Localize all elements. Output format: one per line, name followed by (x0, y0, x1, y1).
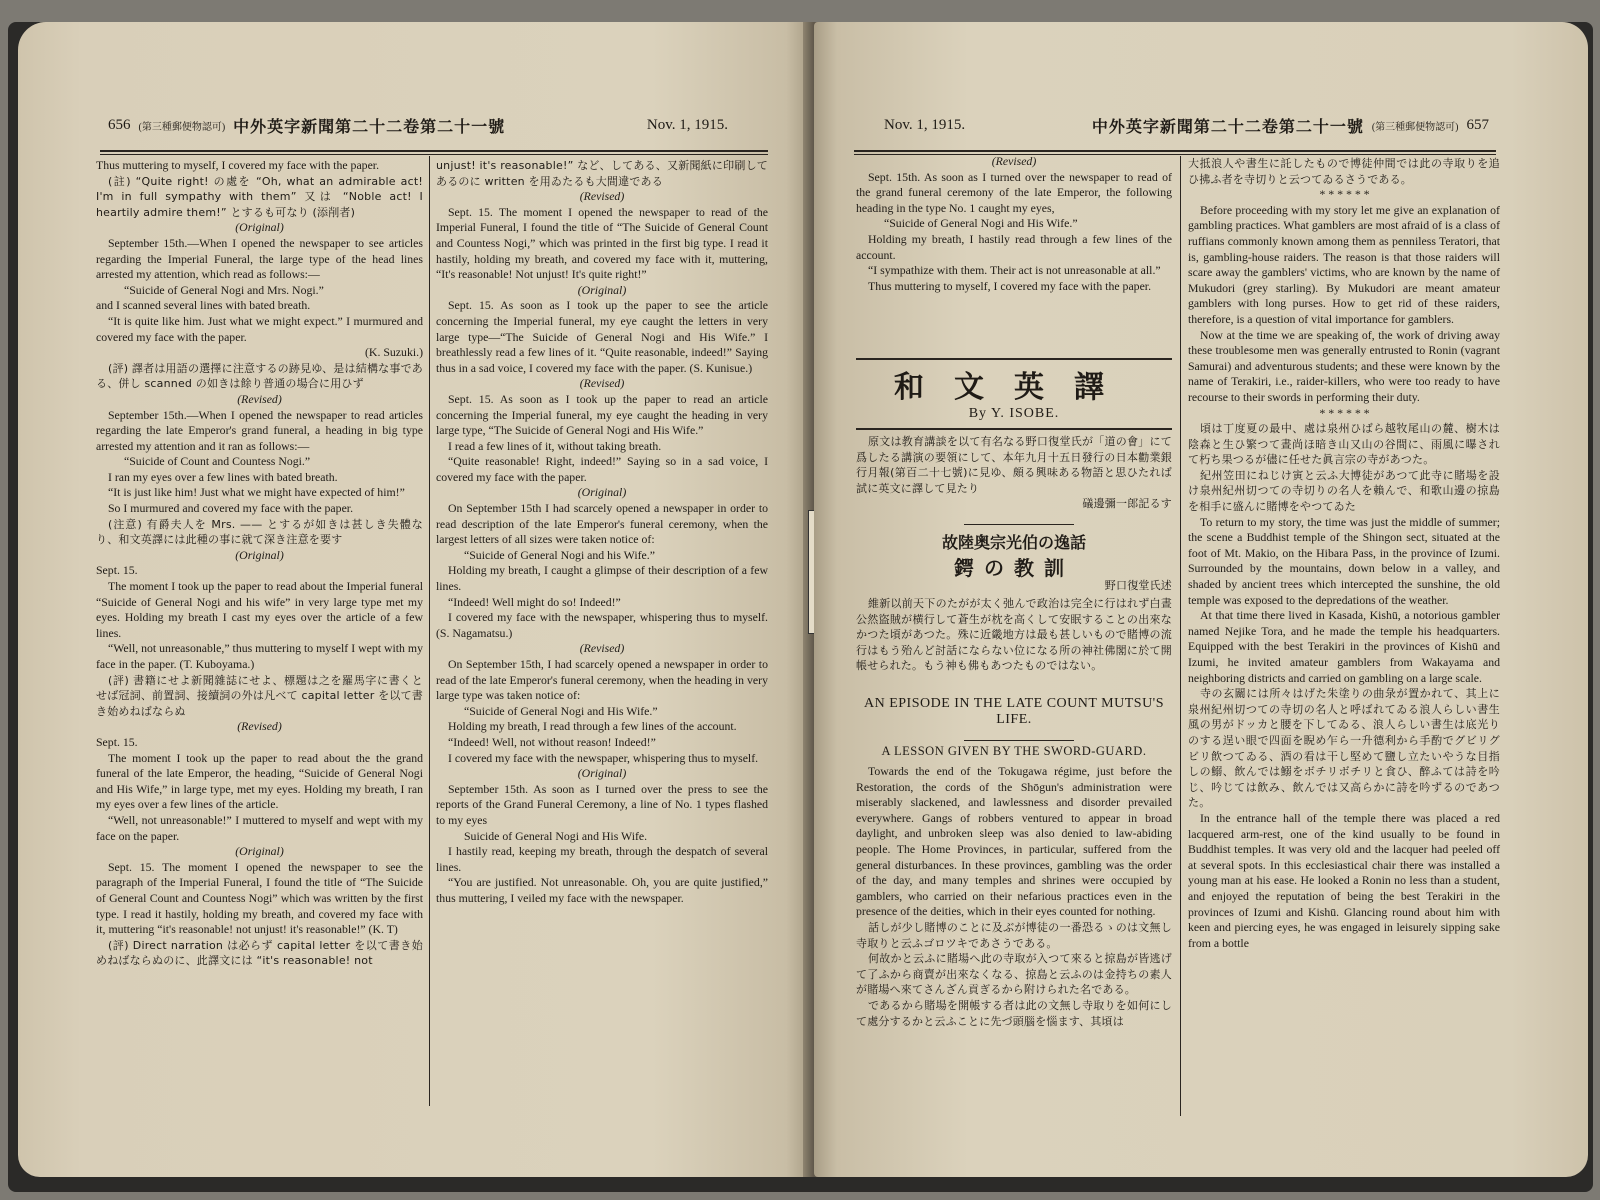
section-label: (Original) (235, 547, 284, 562)
left-header (108, 114, 728, 136)
intro-block (856, 434, 1172, 512)
section-label: (Revised) (579, 189, 625, 204)
section-label: (Original) (577, 766, 627, 781)
section-rule (856, 358, 1172, 360)
paragraph: September 15th. As soon as I turned over the press to see the reports of the Grand Funeral Ceremony, a line of No. 1 types flashed to my eyes (436, 781, 768, 827)
paragraph: “It is quite like him. Just what we might expect.” I murmured and covered my face with the paper. (96, 313, 423, 344)
paragraph: unjust! it's reasonable!” など、してある、又新聞紙に印刷してあるのに written を用ゐたるも大間違である (436, 159, 768, 188)
paragraph: Sept. 15. (96, 734, 138, 749)
paragraph: Holding my breath, I read through a few lines of the account. (448, 719, 737, 734)
paragraph: Sept. 15. As soon as I took up the paper to see the article concerning the Imperial funeral, my eye caught the letters in very large type—“The Suicide of General Nogi and His Wife.” I breathlessly read a few lines of it. “Quite reasonable, indeed!” Saying thus in a sad voice, I covered my face with the paper. (S. Kunisue.) (436, 298, 768, 375)
paragraph: I covered my face with the newspaper, whispering thus to myself. (448, 750, 759, 765)
byline: By Y. ISOBE. (968, 406, 1060, 421)
section-label: (Original) (577, 282, 627, 297)
journal-title: 中外英字新聞第二十二卷第二十一號 (233, 118, 506, 136)
book (8, 22, 1593, 1192)
paragraph: I covered my face with the newspaper, whispering thus to myself. (S. Nagamatsu.) (436, 610, 768, 640)
paragraph: “Suicide of General Nogi and Mrs. Nogi.” (124, 282, 324, 297)
header-rule (100, 150, 768, 155)
paragraph: Holding my breath, I hastily read through a few lines of the account. (856, 231, 1172, 262)
paragraph: 維新以前天下のたがが太く弛んで政治は完全に行はれず白晝公然盜賊が横行して蒼生が枕を高くして安眠することの出來なかつた頃があつた。殊に近畿地方は最も甚しいもので賭博の流行はもう殆んど討話にならない位になる所の神社佛閣に於て開帳せられた。もう神も佛もあつたものではない。 (856, 597, 1172, 673)
right-page (814, 22, 1588, 1177)
paragraph: “Suicide of General Nogi and his Wife.” (464, 547, 655, 562)
postal-permit: (第三種郵便物認可) (138, 121, 226, 133)
postal-permit: (第三種郵便物認可) (1371, 121, 1459, 133)
paragraph: September 15th.—When I opened the newspaper to see articles regarding the Imperial Funeral, the large type of the head lines arrested my attention, which read as follows:— (96, 235, 423, 282)
intro-signature: 礒邊彌一郎記るす (1082, 497, 1172, 511)
paragraph: Before proceeding with my story let me give an explanation of gambling practices. What gamblers are most afraid of is a class of ruffians commonly known among them as penniless Teratori, that is, gambling-house raiders. The reason is that those raiders will scare away the gamblers' victims, who are known by the name of Mukudori (grey starling). By Mukudori are meant amateur gamblers with long purses. How to get rid of these raiders, therefore, is a question of vital importance for gamblers. (1188, 202, 1500, 326)
intro-text: 原文は教育講談を以て有名なる野口復堂氏が「道の會」にて爲したる講演の要領にして、本年九月十五日發行の日本勸業銀行月報(第百二十七號)に見ゆ、頗る興味ある物語と思ひたれば試に英文に譯して見たり (856, 435, 1172, 495)
section-label: (Revised) (991, 154, 1037, 168)
paragraph: The moment I took up the paper to read about the Imperial funeral “Suicide of General Nogi and his wife” in very large type met my eyes. Holding my breath I cast my eyes over the article of a few lines. (96, 579, 423, 640)
page-number: 657 (1466, 116, 1489, 133)
paragraph: Sept. 15. (96, 563, 138, 578)
paragraph: Now at the time we are speaking of, the work of driving away these troublesome men was generally entrusted to Ronin (vagrant Samurai) and adventurous students; and these were known by the name of Terakiri, i.e., raider-killers, who were too ready to have recourse to their swords in performing their duty. (1188, 327, 1500, 404)
section-label: (Revised) (237, 719, 282, 734)
paragraph: Holding my breath, I caught a glimpse of their description of a few lines. (436, 563, 768, 594)
paragraph: (註) “Quite right! の處を “Oh, what an admirable act! I'm in full sympathy with them” 又は “Noble act! I heartily admire them!” とするも可なり (添削者) (96, 174, 423, 219)
paragraph: At that time there lived in Kasada, Kishū, a notorious gambler named Nejike Tora, and he made the temple his headquarters. Equipped with the best Terakiri in the provinces of Kishū and Izumi, he invited amateur gamblers from Wakayama and neighboring districts and carried on gambling on a large scale. (1188, 608, 1500, 685)
column-divider (1180, 156, 1181, 1116)
paragraph: I read a few lines of it, without taking breath. (448, 438, 662, 453)
japanese-author-block (856, 578, 1172, 594)
translator-name: (K. Suzuki.) (365, 345, 423, 360)
paragraph: (評) 書籍にせよ新聞雜誌にせよ、標題は之を羅馬字に書くとせば冠詞、前置詞、接續詞の外は凡べて capital letter を以て書き始めねばならぬ (96, 673, 423, 718)
paragraph: “Indeed! Well might do so! Indeed!” (448, 594, 621, 609)
paragraph: 頃は丁度夏の最中、處は泉州ひばら越牧尾山の麓、樹木は陰森と生ひ繁つて晝尚ほ暗き山又山の谷間に、雨風に曝されて朽ち果つるが儘に任せた眞言宗の寺があつた。 (1188, 422, 1500, 467)
paragraph: であるから賭場を開帳する者は此の文無し寺取りを如何にして處分するかと云ふことに先づ頭腦を惱ます、其頃は (856, 998, 1172, 1028)
paragraph: “Suicide of Count and Countess Nogi.” (124, 454, 311, 469)
japanese-subtitle: 鍔の教訓 (954, 556, 1074, 580)
paragraph: In the entrance hall of the temple there was placed a red lacquered arm-rest, one of the kind usually to be found in Buddhist temples. It was very old and the lacquer had peeled off at several spots. In this ecclesiastical chair there was installed a young man at his ease. He looked a Ronin no less than a student, and enjoyed the reputation of being the best Terakiri in the provinces of Izumi and Kishū. Glancing round about him with keen and piercing eyes, he was engaged in leisurely sipping sake from a bottle (1188, 810, 1500, 950)
divider-stars: * * * * * * (1318, 187, 1370, 202)
paragraph: 寺の玄關には所々はげた朱塗りの曲彔が置かれて、其上に泉州紀州切つての寺切の名人と呼ばれてゐる浪人らしい書生風の男がドッカと腰を下してゐる、浪人らしい書生は底光りのする逞い眼で四面を睨め乍ら一升德利から手酌でグビリグビリ飲つてゐる、酒の看は干し堅めて鹽し立たいやうな目指しの鰯、飲んでは鰯をボチリボチリと食ひ、醉ふては詩を吟じ、吟じては飲み、飲んでは又高らかに詩を吟ずるのであつた。 (1188, 687, 1500, 810)
paragraph: On September 15th I had scarcely opened a newspaper in order to read description of the late Emperor's funeral ceremony, when the largest letters of all sizes were taken notice of: (436, 501, 768, 547)
paragraph: Sept. 15. The moment I opened the newspaper to see the paragraph of the Imperial Funeral, I found the title of “The Suicide of General Count and Countess Nogi” which was written by the first type. I read it hastily, holding my breath, and covered my face with it, muttering “it's reasonable! not unjust! it's reasonable!” (K. T) (96, 859, 423, 937)
paragraph: (注意) 有爵夫人を Mrs. —— とするが如きは甚しき失體なり、和文英譯には此種の事に就て深き注意を要す (96, 517, 423, 547)
section-label: (Revised) (237, 391, 282, 406)
section-rule (856, 428, 1172, 430)
right-column-1-top (856, 154, 1172, 294)
page-number: 656 (108, 116, 131, 133)
english-opening (856, 764, 1172, 1029)
paragraph: 話しが少し賭博のことに及ぶが博徒の一番恐るゝのは文無し寺取りと云ふゴロツキであさうである。 (856, 920, 1172, 950)
paragraph: Sept. 15. As soon as I took up the paper to read an article concerning the Imperial funeral, my eye caught the heading in very large type, “The Suicide of General Nogi and His Wife.” (436, 391, 768, 438)
paragraph: So I murmured and covered my face with the paper. (108, 501, 354, 516)
paragraph: Towards the end of the Tokugawa régime, just before the Restoration, the cords of the Shōgun's administration were miserably slackened, and lawlessness and disorder prevailed everywhere. Gangs of robbers ventured to appear in broad daylight, and unbroken sleep was also denied to law-abiding people. The Home Provinces, in particular, suffered from the general disturbances. In these provinces, gambling was the order of the day, and many temples and shrines were occupied by gamblers, who carried on their nefarious practices even in the presence of the deities, which in their eyes counted for nothing. (856, 764, 1172, 919)
paragraph: “Suicide of General Nogi and His Wife.” (464, 703, 658, 718)
journal-title: 中外英字新聞第二十二卷第二十一號 (1091, 118, 1364, 136)
divider-stars: * * * * * * (1318, 405, 1370, 420)
section-label: (Original) (235, 844, 284, 859)
paragraph: and I scanned several lines with bated breath. (96, 298, 311, 313)
section-title: 和文英譯 (894, 370, 1134, 405)
section-label: (Original) (235, 220, 284, 235)
paragraph: September 15th.—When I opened the newspaper to read articles regarding the late Emperor's grand funeral, a heading in big type arrested my attention and it ran as follows:— (96, 407, 423, 453)
paragraph: 紀州笠田にねじけ寅と云ふ大博徒があつて此寺に賭場を設け泉州紀州切つての寺切りの名人を賴んで、和歌山邊の掠島を相手に盛んに賭博をやつてゐた (1188, 468, 1500, 514)
paragraph: 何故かと云ふに賭場へ此の寺取が入つて來ると掠島が皆逃げて了ふから商賣が出來なくなる、掠島と云ふのは金持ちの素人が賭場へ來てさんざん貢ぎるから附けられた名である。 (856, 952, 1172, 997)
section-label: (Revised) (579, 376, 625, 391)
issue-date: Nov. 1, 1915. (646, 116, 728, 133)
paragraph: “Indeed! Well, not without reason! Indeed!” (448, 734, 656, 749)
paragraph: “Quite reasonable! Right, indeed!” Saying so in a sad voice, I covered my face with the paper. (436, 454, 768, 484)
paragraph: Thus muttering to myself, I covered my face with the paper. (96, 158, 380, 172)
right-column-2 (1188, 156, 1500, 951)
japanese-author: 野口復堂氏述 (1104, 579, 1172, 592)
section-label: (Revised) (579, 641, 625, 656)
column-divider (429, 156, 430, 1106)
short-rule (964, 524, 1074, 525)
paragraph: “Well, not unreasonable!” I muttered to myself and wept with my face on the paper. (96, 812, 423, 843)
section-label: (Original) (577, 485, 627, 500)
paragraph: The moment I took up the paper to read about the the grand funeral of the late Emperor, the heading, “Suicide of General Nogi and His Wife,” in large type, met my eyes. Holding my breath, I ran my eyes over a few lines of the article. (96, 750, 423, 812)
issue-date: Nov. 1, 1915. (884, 116, 966, 133)
paragraph: I ran my eyes over a few lines with bated breath. (108, 469, 338, 484)
left-column-1 (96, 158, 423, 969)
paragraph: (評) Direct narration は必らず capital letter を以て書き始めねばならぬのに、此譯文には “it's reasonable! not (96, 938, 423, 968)
paragraph: “You are justified. Not unreasonable. Oh, you are quite justified,” thus muttering, I veiled my face with the newspaper. (436, 875, 768, 905)
left-column-2 (436, 158, 768, 907)
paragraph: “Well, not unreasonable,” thus muttering to myself I wept with my face in the paper. (T. Kuboyama.) (96, 641, 423, 671)
paragraph: Sept. 15. The moment I opened the newspaper to read of the Imperial Funeral, I found the title of “The Suicide of General Count and Countess Nogi,” which was printed in the first big type. I read it hastily, holding my breath, and covered my face with it, muttering, “It's reasonable! Not unjust! It's quite right!” (436, 204, 768, 282)
left-page (18, 22, 810, 1177)
english-title: AN EPISODE IN THE LATE COUNT MUTSU'S LIFE. (863, 696, 1164, 727)
paragraph: I hastily read, keeping my breath, through the despatch of several lines. (436, 844, 768, 874)
short-rule (964, 740, 1074, 741)
paragraph: “It is just like him! Just what we might have expected of him!” (108, 485, 405, 500)
paragraph: 大抵浪人や書生に託したもので博徒仲間では此の寺取りを追ひ拂ふ者を寺切りと云つてゐるさうである。 (1188, 157, 1500, 186)
paragraph: (評) 譯者は用語の選擇に注意するの跡見ゆ、是は結構な事である、併し scanned の如きは餘り普通の場合に用ひず (96, 361, 423, 391)
japanese-title: 故陸奥宗光伯の逸話 (941, 533, 1086, 552)
japanese-opening (856, 596, 1172, 674)
paragraph: Sept. 15th. As soon as I turned over the newspaper to read of the grand funeral ceremony of the late Emperor, the following heading in the type No. 1 caught my eyes, (856, 169, 1172, 215)
paragraph: Thus muttering to myself, I covered my face with the paper. (868, 278, 1152, 293)
paragraph: “Suicide of General Nogi and His Wife.” (884, 216, 1078, 231)
paragraph: “I sympathize with them. Their act is not unreasonable at all.” (868, 263, 1161, 278)
right-header (884, 114, 1489, 136)
paragraph: Suicide of General Nogi and His Wife. (464, 828, 648, 843)
paragraph: On September 15th, I had scarcely opened a newspaper in order to read of the late Emperor's funeral ceremony, when the heading in very large type was taken notice of: (436, 657, 768, 703)
english-subtitle: A LESSON GIVEN BY THE SWORD-GUARD. (881, 744, 1147, 758)
paragraph: To return to my story, the time was just the middle of summer; the scene a Buddhist temple of the Shingon sect, situated at the foot of Mt. Makio, on the Hibara Pass, in the province of Izumi. Surrounded by the mountains, down below in a valley, and shaded by ancient trees which intercepted the sunshine, the old temple was exposed to the depredations of the weather. (1188, 514, 1500, 607)
